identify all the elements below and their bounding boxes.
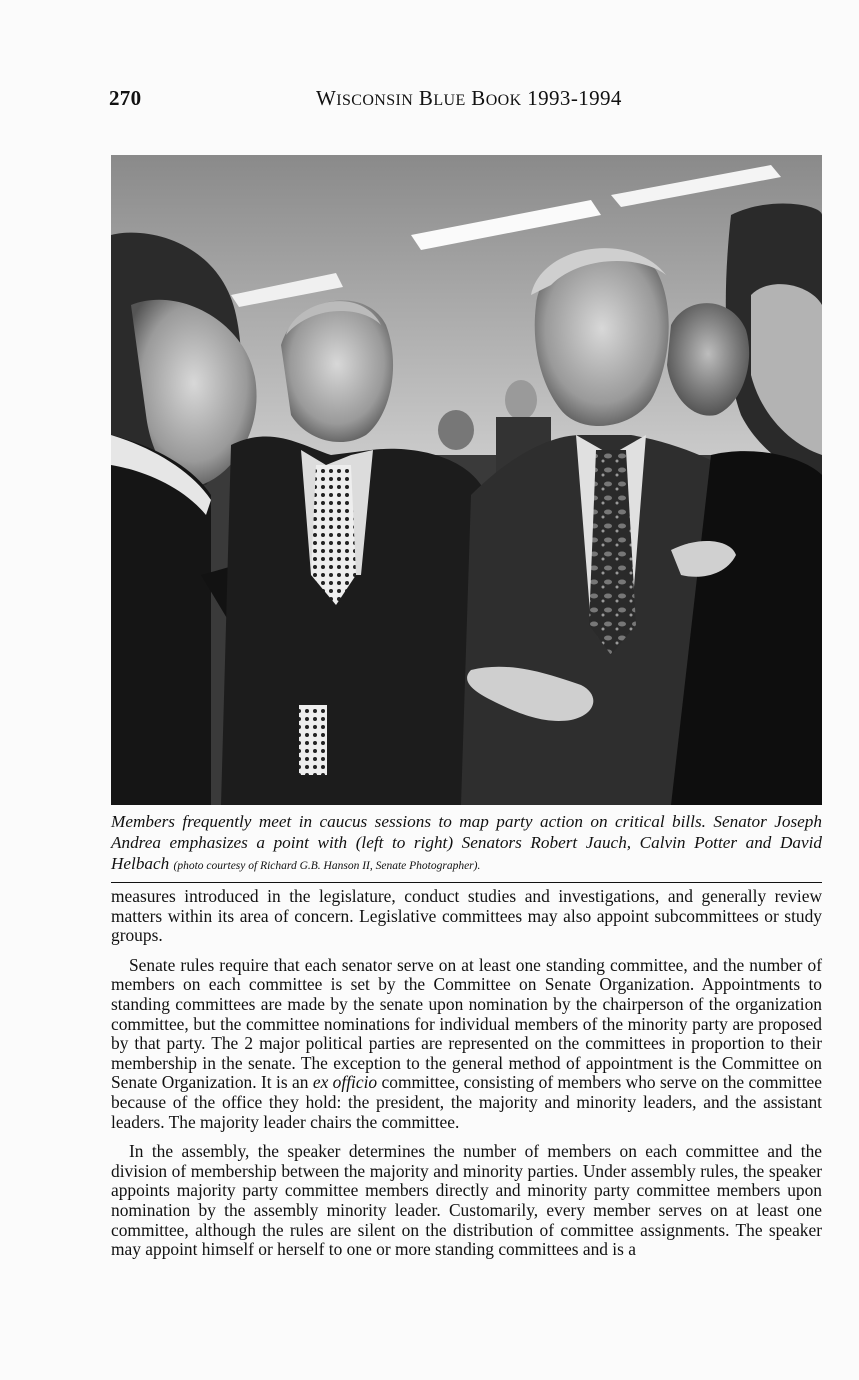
running-head-b2: B xyxy=(471,86,486,110)
caption-divider xyxy=(111,882,822,883)
page-number: 270 xyxy=(109,86,142,110)
running-head-ook: OOK xyxy=(485,92,522,109)
running-head-isconsin: ISCONSIN xyxy=(336,92,414,109)
caption-text: Members frequently meet in caucus sessions to map party action on critical bills. Senator Joseph Andrea emphasizes a point with (left to right) Senators Robert Jauch, Calvin Potter and David Helbach xyxy=(111,812,822,873)
running-head-years: 1993-1994 xyxy=(527,86,622,110)
paragraph-2-italic: ex officio xyxy=(312,1072,378,1093)
paragraph-2 xyxy=(111,956,822,1132)
body-text xyxy=(111,887,822,1270)
running-head xyxy=(316,86,622,111)
caucus-photograph xyxy=(111,155,822,805)
photo-caption xyxy=(111,811,822,877)
paragraph-1: measures introduced in the legislature, conduct studies and investigations, and generally review matters within its area of concern. Legislative committees may also appoint subcommittees or study groups. xyxy=(111,886,822,946)
running-head-b1: B xyxy=(418,86,434,110)
paragraph-2-part-a: Senate rules require that each senator serve on at least one standing committee, and the number of members on each committee is set by the Committee on Senate Organization. Appointments to standing committees are made by the senate upon nomination by the chairperson of the organization committee, but the committee nominations for individual members of the minority party are proposed by that party. The 2 major political parties are represented on the committees in proportion to their membership in the senate. The exception to the general method of appointment is the Committee on Senate Organization. It is an xyxy=(111,954,822,1093)
running-head-lue: LUE xyxy=(433,92,466,109)
paragraph-3: In the assembly, the speaker determines the number of members on each committee and the division of membership between the majority and minority parties. Under assembly rules, the speaker appoints majority party committee members directly and minority party committee members upon nomination by the assembly minority leader. Customarily, every member serves on at least one committee, although the rules are silent on the distribution of committee assignments. The speaker may appoint himself or herself to one or more standing committees and is a xyxy=(111,1141,822,1260)
photograph-image xyxy=(111,155,822,805)
running-head-w: W xyxy=(316,86,337,110)
caption-credit: (photo courtesy of Richard G.B. Hanson II, Senate Photographer). xyxy=(173,860,481,872)
paragraph-2-part-b: committee, consisting of members who serve on the committee because of the office they hold: the president, the majority and minority leaders, and the assistant leaders. The majority leader chairs the committee. xyxy=(111,1072,822,1132)
